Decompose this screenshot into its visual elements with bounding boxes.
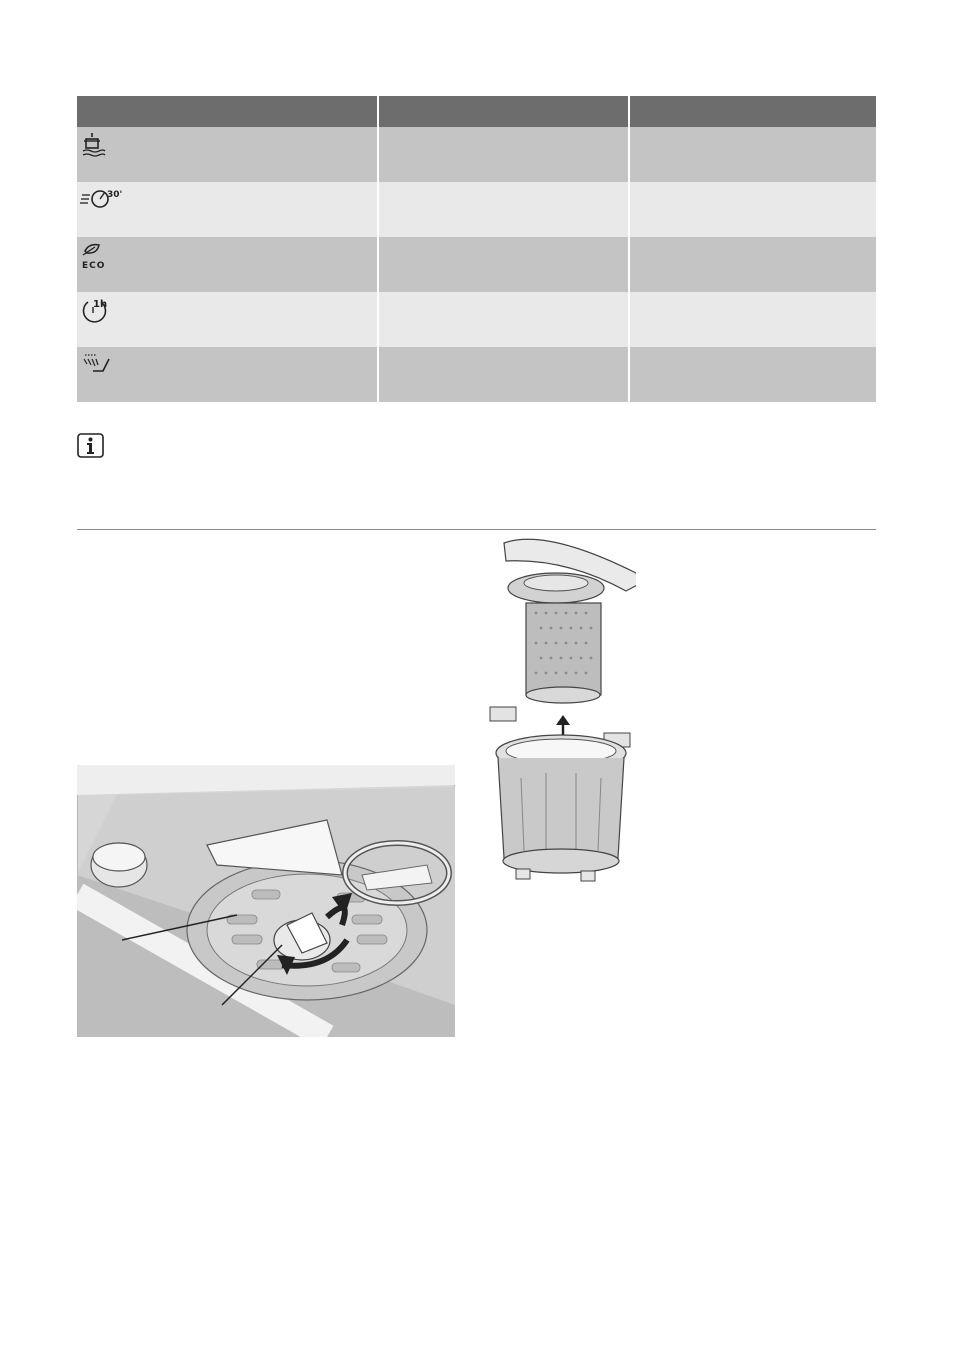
table-header-row	[77, 96, 876, 127]
table-header-cell	[629, 96, 876, 127]
table-cell	[378, 127, 629, 182]
table-cell	[629, 182, 876, 237]
table-cell	[378, 237, 629, 292]
rinse-program-icon	[79, 351, 113, 381]
info-icon	[77, 433, 104, 458]
table-header-cell	[77, 96, 378, 127]
quick-30-program-icon	[79, 186, 129, 216]
one-hour-program-icon	[79, 296, 111, 328]
table-cell	[77, 347, 378, 402]
section-divider	[77, 529, 876, 530]
table-header-cell	[378, 96, 629, 127]
table-cell	[77, 127, 378, 182]
table-row	[77, 292, 876, 347]
soak-program-icon	[79, 131, 109, 161]
table-cell	[629, 237, 876, 292]
table-row	[77, 127, 876, 182]
program-table	[77, 96, 876, 402]
filter-assembly-illustration	[486, 533, 636, 893]
eco-label: ECO	[82, 261, 106, 271]
table-cell	[77, 237, 378, 292]
table-cell	[629, 347, 876, 402]
one-hour-label: 1h	[93, 299, 108, 310]
quick-30-label: 30'	[107, 190, 123, 200]
table-cell	[629, 127, 876, 182]
table-cell	[77, 182, 378, 237]
table-cell	[77, 292, 378, 347]
table-cell	[378, 182, 629, 237]
table-row	[77, 347, 876, 402]
table-row	[77, 237, 876, 292]
table-cell	[629, 292, 876, 347]
table-row	[77, 182, 876, 237]
filter-sump-illustration	[77, 765, 455, 1037]
table-cell	[378, 292, 629, 347]
eco-program-icon	[79, 241, 119, 273]
table-cell	[378, 347, 629, 402]
